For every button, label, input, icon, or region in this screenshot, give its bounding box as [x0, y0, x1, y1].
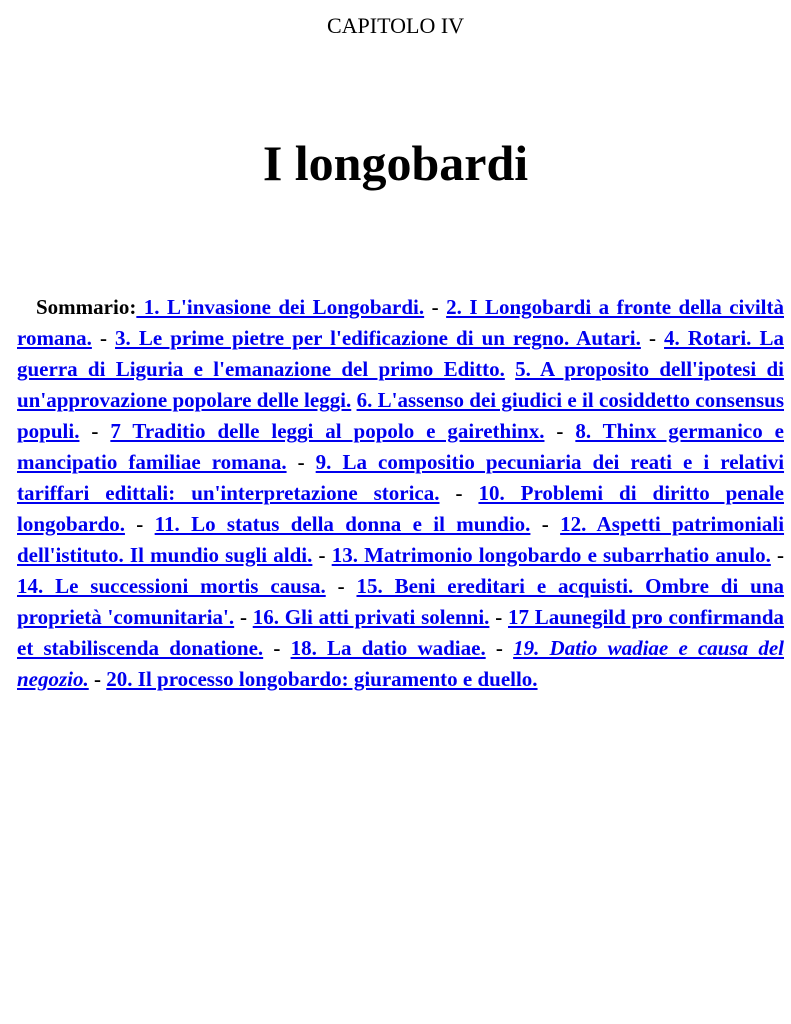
- toc-link-6[interactable]: 6. L'assenso dei giudici e il cosiddetto consensus populi.: [17, 388, 784, 443]
- toc-link-8[interactable]: 8. Thinx germanico e mancipatio familiae romana.: [17, 419, 785, 474]
- separator: -: [541, 512, 549, 536]
- toc-link-15[interactable]: 15. Beni ereditari e acquisti. Ombre di una proprietà 'comunitaria'.: [17, 574, 785, 629]
- toc-link-16[interactable]: 16. Gli atti privati solenni.: [252, 605, 490, 629]
- separator: -: [94, 667, 102, 691]
- toc-link-17[interactable]: 17 Launegild pro confirmanda et stabiliscenda donatione.: [17, 605, 785, 660]
- separator: -: [556, 419, 564, 443]
- toc-link-1[interactable]: 1. L'invasione dei Longobardi.: [136, 295, 425, 319]
- summary-label: Sommario:: [36, 295, 137, 319]
- toc-link-12[interactable]: 12. Aspetti patrimoniali dell'istituto. Il mundio sugli aldi.: [17, 512, 785, 567]
- toc-link-13[interactable]: 13. Matrimonio longobardo e subarrhatio anulo.: [331, 543, 771, 567]
- separator: -: [297, 450, 305, 474]
- separator: -: [648, 326, 656, 350]
- separator: -: [273, 636, 281, 660]
- toc-link-2[interactable]: 2. I Longobardi a fronte della civiltà romana.: [17, 295, 785, 350]
- separator: -: [318, 543, 326, 567]
- toc-link-3[interactable]: 3. Le prime pietre per l'edificazione di un regno. Autari.: [115, 326, 641, 350]
- toc-link-11[interactable]: 11. Lo status della donna e il mundio.: [154, 512, 531, 536]
- separator: -: [495, 605, 503, 629]
- toc-link-19[interactable]: 19. Datio wadiae e causa del negozio.: [17, 636, 785, 691]
- separator: -: [239, 605, 247, 629]
- separator: -: [455, 481, 463, 505]
- toc-link-18[interactable]: 18. La datio wadiae.: [290, 636, 486, 660]
- separator: -: [99, 326, 107, 350]
- separator: -: [91, 419, 99, 443]
- toc-link-14[interactable]: 14. Le successioni mortis causa.: [17, 574, 326, 598]
- summary-paragraph: [17, 292, 784, 695]
- separator: -: [136, 512, 144, 536]
- page-title: I longobardi: [262, 135, 529, 191]
- separator: -: [495, 636, 503, 660]
- toc-link-9[interactable]: 9. La compositio pecuniaria dei reati e i relativi tariffari edittali: un'interpretazione storica.: [17, 450, 785, 505]
- toc-link-5[interactable]: 5. A proposito dell'ipotesi di un'approvazione popolare delle leggi.: [17, 357, 785, 412]
- toc-link-7[interactable]: 7 Traditio delle leggi al popolo e gairethinx.: [110, 419, 545, 443]
- toc-link-20[interactable]: 20. Il processo longobardo: giuramento e duello.: [106, 667, 538, 691]
- toc-link-10[interactable]: 10. Problemi di diritto penale longobardo.: [17, 481, 784, 536]
- separator: -: [777, 543, 784, 567]
- chapter-label: CAPITOLO IV: [326, 13, 465, 38]
- separator: -: [337, 574, 345, 598]
- toc-link-4[interactable]: 4. Rotari. La guerra di Liguria e l'emanazione del primo Editto.: [17, 326, 785, 381]
- separator: -: [431, 295, 439, 319]
